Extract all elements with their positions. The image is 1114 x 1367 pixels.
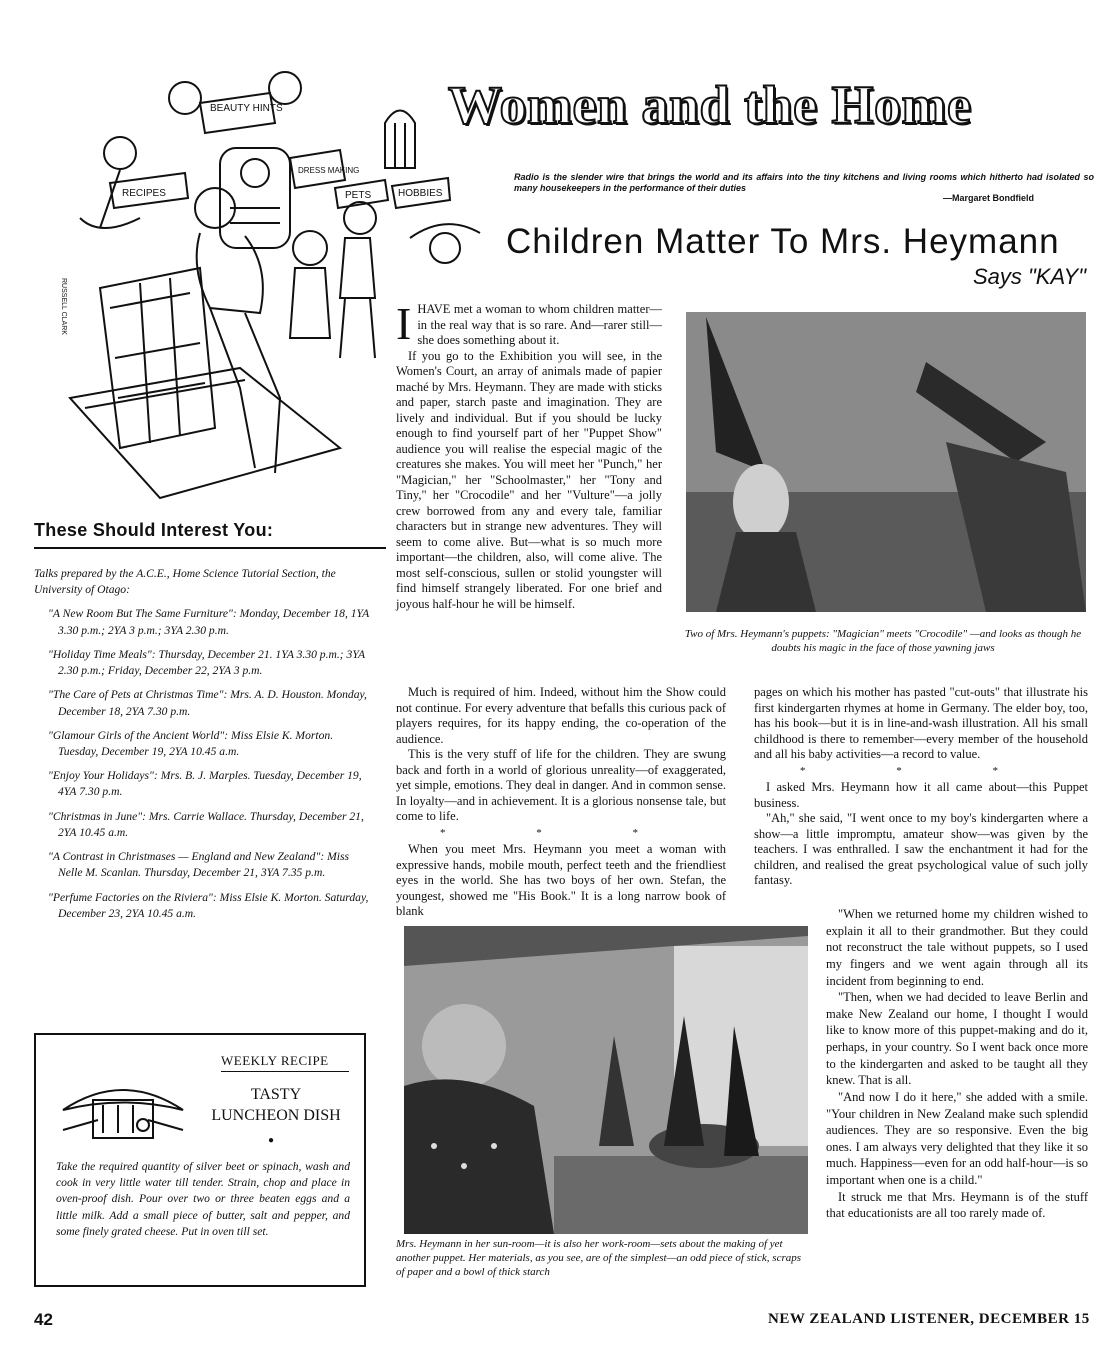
workroom-photo-caption: Mrs. Heymann in her sun-room—it is also her work-room—sets about the making of yet another puppet. Her materials, as you see, are of the simplest—an odd piece of stick, scraps of paper and a bowl of thick starch bbox=[396, 1238, 802, 1278]
bullet-icon: ● bbox=[268, 1135, 275, 1146]
paragraph: Much is required of him. Indeed, without him the Show could not continue. For every adventure that befalls this curious pack of players requires, for its happy ending, the co-operation of the audience. bbox=[396, 685, 726, 746]
recipe-heading: WEEKLY RECIPE bbox=[221, 1053, 329, 1068]
interest-divider bbox=[34, 547, 386, 549]
recipe-divider bbox=[221, 1071, 349, 1072]
illustration-signature: RUSSELL CLARK bbox=[60, 278, 67, 335]
talk-item: "Perfume Factories on the Riviera": Miss Elsie K. Morton. Saturday, December 23, 2YA 10.45 a.m. bbox=[48, 890, 369, 920]
paragraph: "Ah," she said, "I went once to my boy's kindergarten where a show—a little impromptu, amateur show—was given by the teachers. I was enthralled. I saw the enchantment it had for the children, and realised the great psychological value of such jolly fantasy. bbox=[754, 811, 1088, 888]
drop-cap: I bbox=[396, 298, 412, 349]
paragraph: This is the very stuff of life for the children. They are swung back and forth in a world of glorious unreality—of exaggerated, yet simple, emotions. They deal in danger. And in common sense. In loyalty—and in achievement. It is a glorious nonsense tale, but come to life. bbox=[396, 747, 726, 823]
label-pets: PETS bbox=[345, 190, 372, 201]
article-column-2 bbox=[754, 685, 1088, 889]
recipe-title-line: LUNCHEON DISH bbox=[211, 1106, 341, 1124]
talk-item: "Christmas in June": Mrs. Carrie Wallace. Thursday, December 21, 2YA 10.45 a.m. bbox=[48, 809, 364, 839]
article-byline: Says "KAY" bbox=[972, 264, 1086, 289]
paragraph: I asked Mrs. Heymann how it all came about—this Puppet business. bbox=[754, 780, 1088, 810]
article-headline: Children Matter To Mrs. Heymann bbox=[506, 222, 1060, 261]
recipe-title bbox=[186, 1085, 366, 1127]
paragraph: "When we returned home my children wished to explain it all to their grandmother. But they could not reconstruct the tale without puppets, so I used my fingers and we went again through all its incident from beginning to end. bbox=[826, 907, 1088, 988]
paragraph: "Then, when we had decided to leave Berlin and make New Zealand our home, I thought I would like to know more of this puppet-making and do it, perhaps, in your country. So I went back once more to the kindergarten and asked to be taught all they knew. That is all. bbox=[826, 990, 1088, 1088]
label-dress: DRESS MAKING bbox=[298, 166, 360, 175]
section-break: * * * bbox=[800, 764, 1042, 777]
talk-item: "A New Room But The Same Furniture": Monday, December 18, 1YA 3.30 p.m.; 2YA 3 p.m.; 3YA 2.30 p.m. bbox=[48, 607, 370, 637]
article-column-3 bbox=[826, 906, 1088, 1222]
section-break: * * * bbox=[440, 826, 682, 839]
label-hobbies: HOBBIES bbox=[398, 188, 443, 199]
talk-item: "The Care of Pets at Christmas Time": Mrs. A. D. Houston. Monday, December 18, 2YA 7.30 p.m. bbox=[48, 688, 367, 718]
paragraph: pages on which his mother has pasted "cut-outs" that illustrate his first kindergarten rhymes at home in Germany. The elder boy, too, has his book—but it is in line-and-wash illustration. All his small childhood is there to remember—every member of the household and all his baby activities—a record to value. bbox=[754, 685, 1088, 761]
talk-item: "Glamour Girls of the Ancient World": Miss Elsie K. Morton. Tuesday, December 19, 2YA 10.45 a.m. bbox=[48, 728, 334, 758]
interest-list bbox=[34, 566, 374, 930]
article-column-1-lower bbox=[396, 685, 726, 920]
label-recipes: RECIPES bbox=[122, 188, 166, 199]
interest-intro: Talks prepared by the A.C.E., Home Science Tutorial Section, the University of Otago: bbox=[34, 567, 336, 597]
magazine-footer: NEW ZEALAND LISTENER, DECEMBER 15 bbox=[768, 1311, 1090, 1327]
paragraph: When you meet Mrs. Heymann you meet a woman with expressive hands, mobile mouth, perfect teeth and the friendliest eyes in the world. She has two boys of her own. Stefan, the youngest, showed me "His Book." It is a long narrow book of blank bbox=[396, 842, 726, 919]
kitchen-utensils-icon bbox=[58, 1075, 188, 1145]
recipe-title-line: TASTY bbox=[250, 1086, 302, 1103]
epigraph-author: —Margaret Bondfield bbox=[942, 193, 1034, 204]
article-column-1 bbox=[396, 298, 662, 612]
paragraph: It struck me that Mrs. Heymann is of the stuff that educationists are all too rarely made of. bbox=[826, 1189, 1088, 1221]
interest-title: These Should Interest You: bbox=[34, 520, 274, 540]
recipe-box bbox=[34, 1033, 366, 1287]
paragraph: "And now I do it here," she added with a smile. "Your children in New Zealand make such splendid audiences. They are so responsive. Even the big ones. I am always very delighted that they like it so much. Happiness—even for an odd half-hour—is so important when one is a child." bbox=[826, 1089, 1088, 1187]
label-beauty: BEAUTY HINTS bbox=[210, 103, 283, 114]
page-number: 42 bbox=[34, 1310, 53, 1329]
paragraph: If you go to the Exhibition you will see, in the Women's Court, an array of animals made of papier maché by Mrs. Heymann. They are made with sticks and paper, starch paste and imagination. They are lively and individual. But if you should be lucky enough to find yourself part of her "Puppet Show" audience you will realise the especial magic of the creatures she makes. You will meet her "Punch," her "Magician," her "Schoolmaster," her "Tony and Tiny," her "Crocodile" and her "Vulture"—a jolly crew borrowed from any and every tale, familiar characters but in strange new adventures. They will seem to come alive. But—what is so much more important—the children, also, will come alive. The most self-conscious, sullen or stolid youngster will find himself strangely liberated. For one brief and joyous half-hour he will be himself. bbox=[396, 348, 662, 611]
talk-item: "Enjoy Your Holidays": Mrs. B. J. Marples. Tuesday, December 19, 4YA 7.30 p.m. bbox=[48, 769, 362, 799]
puppets-photo-caption: Two of Mrs. Heymann's puppets: "Magician" meets "Crocodile" —and looks as though he doubts his magic in the face of those yawning jaws bbox=[684, 628, 1082, 654]
epigraph bbox=[514, 172, 1094, 204]
talk-item: "A Contrast in Christmases — England and New Zealand": Miss Nelle M. Scanlan. Thursday, December 21, 3YA 7.35 p.m. bbox=[48, 850, 350, 880]
puppets-photo bbox=[686, 312, 1086, 612]
masthead-title: Women and the Home bbox=[448, 75, 972, 135]
recipe-instructions: Take the required quantity of silver beet or spinach, wash and cook in very little water till tender. Strain, chop and place in oven-proof dish. Pour over two or three beaten eggs and a little milk. Add a small piece of butter, salt and pepper, and some finely grated cheese. Put in oven till set. bbox=[56, 1160, 350, 1238]
paragraph: HAVE met a woman to whom children matter—in the real way that is so rare. And—rarer still—she does something about it. bbox=[417, 302, 662, 347]
epigraph-text: Radio is the slender wire that brings the world and its affairs into the tiny kitchens and living rooms which hitherto had isolated so many housekeepers in the performance of their duties bbox=[514, 172, 1094, 193]
talk-item: "Holiday Time Meals": Thursday, December 21. 1YA 3.30 p.m.; 3YA 2.30 p.m.; Friday, December 22, 2YA 3 p.m. bbox=[48, 647, 365, 678]
workroom-photo bbox=[404, 926, 808, 1234]
